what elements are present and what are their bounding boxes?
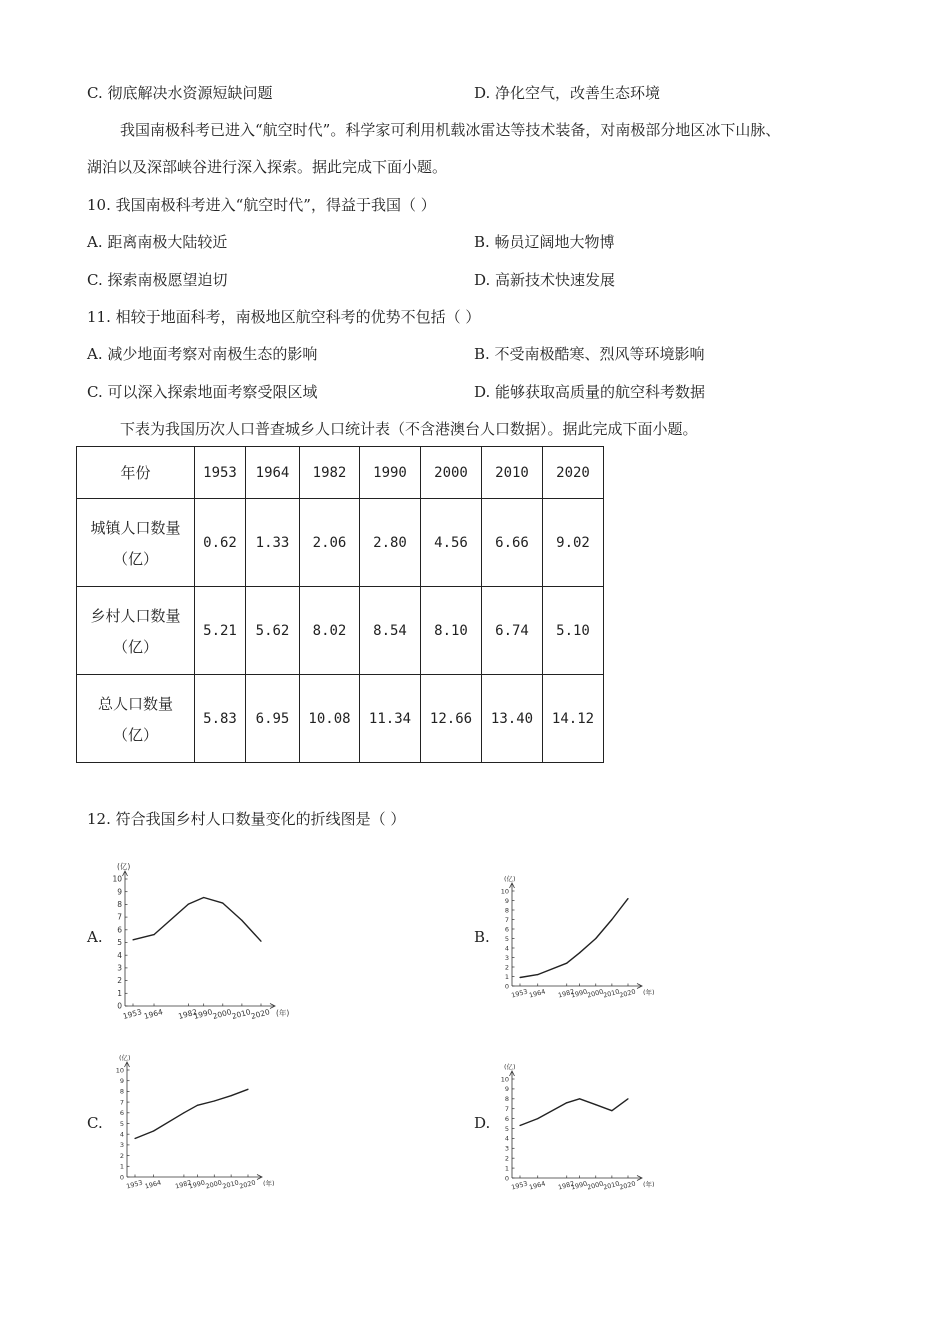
q10-option-a[interactable]: A. 距离南极大陆较近 [87,233,228,251]
data-point [566,1102,567,1103]
table-row-label [77,587,195,675]
data-point [627,898,628,899]
y-tick-label: 6 [504,925,509,934]
y-tick-label: 3 [504,953,509,962]
data-point [627,1098,628,1099]
y-tick-label: 9 [504,1085,509,1094]
q12-chart-a[interactable] [105,846,305,1026]
x-tick-label: 1982 [557,1179,576,1192]
y-tick-label: 3 [117,963,122,973]
x-tick-label: 2010 [602,1179,621,1192]
y-tick-label: 8 [119,1087,124,1096]
y-tick-label: 0 [119,1173,124,1182]
q12-option-d-label[interactable]: D. [474,1114,491,1132]
y-tick-label: 9 [117,887,122,897]
y-tick-label: 10 [115,1066,124,1075]
table-cell: 2.80 [360,499,421,587]
passage-antarctic-line2: 湖泊以及深部峡谷进行深入探索。据此完成下面小题。 [87,158,448,176]
table-cell: 2.06 [300,499,360,587]
q12-chart-c[interactable] [107,1037,287,1202]
table-cell: 13.40 [482,675,543,763]
y-tick-label: 0 [504,1174,509,1183]
x-tick-label: 1953 [510,987,529,1000]
table-cell: 5.62 [246,587,300,675]
row-unit: （亿） [112,549,158,568]
data-point [595,938,596,939]
data-point [241,920,242,921]
table-cell: 10.08 [300,675,360,763]
row-label-urban: 城镇人口数量 [90,518,181,537]
y-tick-label: 2 [117,976,122,986]
passage-table: 下表为我国历次人口普查城乡人口统计表（不含港澳台人口数据）。据此完成下面小题。 [120,420,698,438]
q10-option-b[interactable]: B. 畅员辽阔地大物博 [474,233,615,251]
table-cell: 6.95 [246,675,300,763]
y-tick-label: 5 [504,1124,509,1133]
data-point [537,974,538,975]
data-point [153,1130,154,1131]
x-tick-label: 2020 [618,987,637,1000]
q11-option-a[interactable]: A. 减少地面考察对南极生态的影响 [87,345,318,363]
data-point [231,1095,232,1096]
y-tick-label: 9 [504,896,509,905]
table-cell: 5.21 [195,587,246,675]
table-cell: 12.66 [421,675,482,763]
x-axis-label: (年) [643,1180,655,1189]
y-tick-label: 7 [504,1104,509,1113]
x-tick-label: 1990 [570,1179,589,1192]
y-tick-label: 10 [112,874,122,884]
q12-chart-b[interactable] [494,858,674,1010]
table-row [77,587,604,675]
row-unit: （亿） [112,725,158,744]
data-point [537,1118,538,1119]
data-point [132,939,133,940]
x-tick-label: 1990 [187,1178,206,1191]
y-tick-label: 6 [119,1109,124,1118]
x-tick-label: 1982 [557,987,576,1000]
row-label-rural: 乡村人口数量 [90,606,181,625]
data-point [579,1098,580,1099]
population-table [76,446,604,763]
x-tick-label: 2000 [586,987,605,1000]
table-row-label [77,499,195,587]
row-unit: （亿） [112,637,158,656]
y-tick-label: 1 [119,1162,124,1171]
table-cell: 8.02 [300,587,360,675]
q11-option-d[interactable]: D. 能够获取高质量的航空科考数据 [474,383,706,401]
table-header-row [77,447,604,499]
y-tick-label: 4 [119,1130,124,1139]
table-cell: 6.66 [482,499,543,587]
q9-option-d[interactable]: D. 净化空气，改善生态环境 [474,84,661,102]
y-tick-label: 3 [504,1144,509,1153]
x-tick-label: 1990 [192,1007,214,1021]
y-tick-label: 9 [119,1076,124,1085]
series-line [520,899,628,978]
y-tick-label: 2 [504,963,509,972]
y-tick-label: 4 [504,1134,509,1143]
table-cell: 0.62 [195,499,246,587]
y-tick-label: 5 [504,934,509,943]
passage-antarctic-line1: 我国南极科考已进入“航空时代”。科学家可利用机载冰雷达等技术装备，对南极部分地区冰下山脉、 [120,121,781,139]
table-year: 1964 [246,447,300,499]
x-tick-label: 2000 [586,1179,605,1192]
x-axis-label: (年) [276,1008,290,1018]
y-tick-label: 0 [504,982,509,991]
q12-option-a-label[interactable]: A. [87,928,103,946]
y-tick-label: 10 [500,887,509,896]
table-cell: 6.74 [482,587,543,675]
y-tick-label: 7 [504,915,509,924]
x-tick-label: 1964 [528,987,547,1000]
data-point [579,952,580,953]
y-axis-label: (亿) [119,1054,131,1062]
table-cell: 8.54 [360,587,421,675]
table-cell: 4.56 [421,499,482,587]
y-tick-label: 2 [504,1154,509,1163]
data-point [197,1105,198,1106]
table-year: 2020 [543,447,604,499]
y-axis-label: (亿) [117,862,131,871]
y-tick-label: 8 [117,900,122,910]
x-axis-label: (年) [263,1179,275,1188]
data-point [519,977,520,978]
series-line [133,898,261,942]
x-tick-label: 2010 [602,987,621,1000]
x-tick-label: 1953 [510,1179,529,1192]
data-point [203,897,204,898]
y-tick-label: 2 [119,1151,124,1160]
y-tick-label: 6 [117,925,122,935]
data-point [222,903,223,904]
data-point [188,904,189,905]
table-year: 2000 [421,447,482,499]
x-tick-label: 1964 [142,1007,164,1021]
y-axis-label: (亿) [504,875,516,883]
y-tick-label: 4 [504,944,509,953]
table-cell: 5.83 [195,675,246,763]
y-tick-label: 3 [119,1141,124,1150]
q11-option-b[interactable]: B. 不受南极酷寒、烈风等环境影响 [474,345,705,363]
table-year: 2010 [482,447,543,499]
table-row-label [77,675,195,763]
table-year: 1953 [195,447,246,499]
data-point [519,1125,520,1126]
y-tick-label: 0 [117,1001,122,1011]
q9-option-c[interactable]: C. 彻底解决水资源短缺问题 [87,84,273,102]
y-tick-label: 4 [117,950,122,960]
x-tick-label: 2000 [211,1007,233,1021]
q10-option-c[interactable]: C. 探索南极愿望迫切 [87,271,228,289]
y-tick-label: 10 [500,1075,509,1084]
table-cell: 11.34 [360,675,421,763]
data-point [260,941,261,942]
data-point [247,1089,248,1090]
x-tick-label: 1982 [174,1178,193,1191]
table-cell: 9.02 [543,499,604,587]
q10-stem: 10. 我国南极科考进入“航空时代”，得益于我国（ ） [87,196,436,214]
q12-option-c-label[interactable]: C. [87,1114,103,1132]
data-point [611,1110,612,1111]
table-cell: 8.10 [421,587,482,675]
q12-stem: 12. 符合我国乡村人口数量变化的折线图是（ ） [87,810,406,828]
y-tick-label: 5 [119,1119,124,1128]
q11-stem: 11. 相较于地面科考，南极地区航空科考的优势不包括（ ） [87,308,481,326]
y-tick-label: 5 [117,938,122,948]
x-tick-label: 1990 [570,987,589,1000]
q10-option-d[interactable]: D. 高新技术快速发展 [474,271,616,289]
data-point [595,1104,596,1105]
data-point [153,934,154,935]
table-year: 1982 [300,447,360,499]
data-point [134,1138,135,1139]
data-point [566,963,567,964]
x-tick-label: 2020 [618,1179,637,1192]
y-tick-label: 7 [117,912,122,922]
y-tick-label: 1 [504,1164,509,1173]
x-tick-label: 2020 [238,1178,257,1191]
table-row [77,675,604,763]
q12-option-b-label[interactable]: B. [474,928,490,946]
x-tick-label: 1953 [125,1178,144,1191]
data-point [214,1100,215,1101]
data-point [183,1112,184,1113]
series-line [520,1099,628,1126]
table-cell: 1.33 [246,499,300,587]
table-cell: 5.10 [543,587,604,675]
x-tick-label: 1982 [177,1007,199,1021]
table-header-label: 年份 [77,447,195,499]
x-tick-label: 1964 [144,1178,163,1191]
q11-option-c[interactable]: C. 可以深入探索地面考察受限区域 [87,383,318,401]
y-tick-label: 8 [504,1095,509,1104]
x-axis-label: (年) [643,988,655,997]
y-axis-label: (亿) [504,1063,516,1071]
y-tick-label: 6 [504,1114,509,1123]
data-point [611,919,612,920]
y-tick-label: 7 [119,1098,124,1107]
y-tick-label: 1 [504,972,509,981]
table-year: 1990 [360,447,421,499]
x-tick-label: 1964 [528,1179,547,1192]
x-tick-label: 2000 [204,1178,223,1191]
x-tick-label: 1953 [121,1007,143,1021]
q12-chart-d[interactable] [494,1045,674,1202]
y-tick-label: 8 [504,906,509,915]
row-label-total: 总人口数量 [97,694,173,713]
series-line [135,1089,248,1138]
table-row [77,499,604,587]
table-cell: 14.12 [543,675,604,763]
x-tick-label: 2010 [230,1007,252,1021]
x-tick-label: 2010 [221,1178,240,1191]
y-tick-label: 1 [117,988,122,998]
x-tick-label: 2020 [249,1007,271,1021]
